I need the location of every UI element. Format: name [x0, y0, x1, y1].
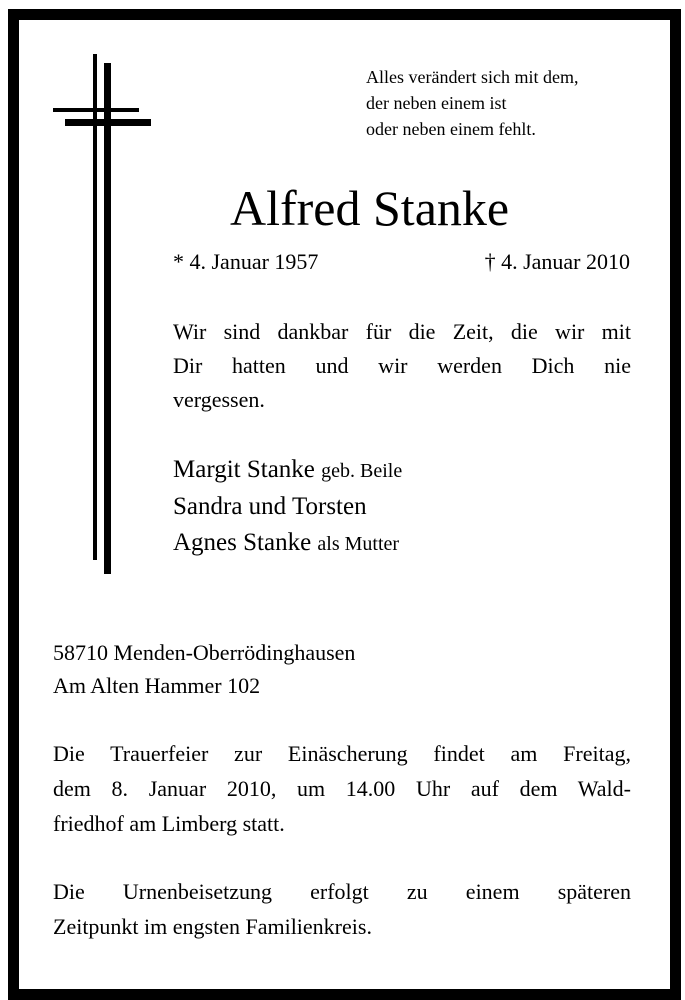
birth-date: * 4. Januar 1957	[173, 249, 319, 274]
urn-paragraph	[53, 874, 631, 944]
quote-line: oder neben einem fehlt.	[366, 119, 536, 139]
funeral-paragraph	[53, 736, 631, 841]
cross-vertical-thick	[104, 63, 111, 574]
address-line: 58710 Menden-Oberrödinghausen	[53, 640, 356, 665]
address-line: Am Alten Hammer 102	[53, 673, 261, 698]
message-line: Wir sind dankbar für die Zeit, die wir mit	[173, 319, 631, 344]
cross-horizontal-thick	[65, 119, 151, 126]
deceased-name: Alfred Stanke	[230, 180, 510, 236]
quote	[366, 64, 656, 142]
funeral-line: dem 8. Januar 2010, um 14.00 Uhr auf dem Wald-	[53, 776, 631, 801]
family-member-name: Agnes Stanke	[173, 529, 312, 556]
family-member	[173, 525, 402, 562]
funeral-line: Die Trauerfeier zur Einäscherung findet am Freitag,	[53, 741, 631, 766]
message-line: Dir hatten und wir werden Dich nie	[173, 353, 631, 378]
quote-line: der neben einem ist	[366, 93, 507, 113]
message-paragraph	[173, 315, 631, 417]
family-list	[173, 452, 402, 562]
family-member	[173, 452, 402, 489]
family-member-name: Sandra und Torsten	[173, 493, 367, 520]
address	[53, 636, 355, 702]
urn-line: Die Urnenbeisetzung erfolgt zu einem späteren	[53, 879, 631, 904]
family-member-note: geb. Beile	[321, 460, 403, 482]
cross-vertical-thin	[93, 54, 97, 560]
funeral-line: friedhof am Limberg statt.	[53, 811, 285, 836]
message-line: vergessen.	[173, 387, 265, 412]
death-date: † 4. Januar 2010	[484, 249, 630, 274]
family-member	[173, 489, 402, 525]
family-member-note: als Mutter	[317, 533, 400, 555]
cross-horizontal-thin	[53, 108, 139, 112]
urn-line: Zeitpunkt im engsten Familienkreis.	[53, 914, 372, 939]
family-member-name: Margit Stanke	[173, 456, 315, 483]
quote-line: Alles verändert sich mit dem,	[366, 67, 579, 87]
